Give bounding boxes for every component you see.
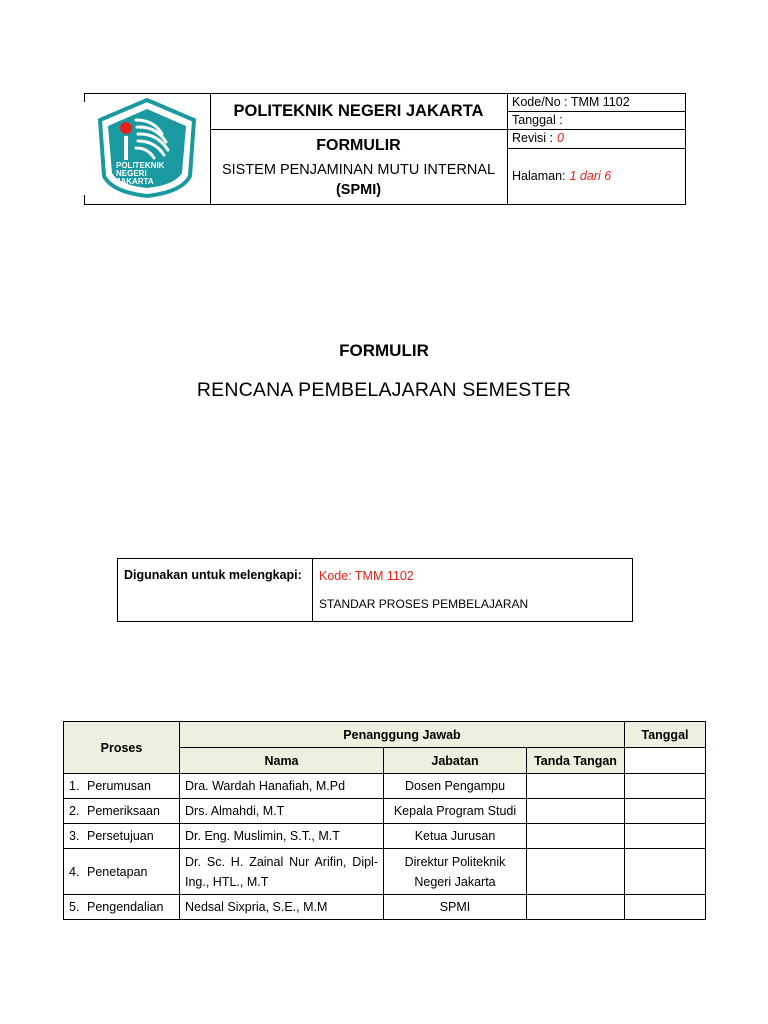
revision-row	[507, 130, 685, 149]
system-name-line2: (SPMI)	[335, 182, 382, 198]
table-row	[64, 774, 706, 799]
document-date-label: Tanggal :	[507, 112, 685, 130]
document-header	[84, 93, 686, 205]
header-proses: Proses	[64, 722, 180, 774]
nama-cell: Dr. Eng. Muslimin, S.T., M.T	[180, 824, 384, 849]
proses-name: Pemeriksaan	[87, 804, 160, 818]
jabatan-cell: Kepala Program Studi	[384, 799, 527, 824]
proses-name: Pengendalian	[87, 900, 164, 914]
system-name-line1: SISTEM PENJAMINAN MUTU INTERNAL	[221, 162, 496, 178]
row-number: 5.	[69, 900, 80, 914]
usage-box	[117, 558, 633, 622]
proses-name: Perumusan	[87, 779, 151, 793]
proses-name: Persetujuan	[87, 829, 154, 843]
nama-cell: Dr. Sc. H. Zainal Nur Arifin, Dipl-Ing., HTL., M.T	[180, 849, 384, 895]
signature-cell[interactable]	[527, 895, 625, 920]
nama-cell: Dra. Wardah Hanafiah, M.Pd	[180, 774, 384, 799]
proses-cell	[64, 799, 180, 824]
table-row	[64, 849, 706, 895]
logo-cell	[84, 94, 211, 204]
document-type: FORMULIR	[339, 341, 429, 360]
proses-cell	[64, 774, 180, 799]
page-label: Halaman:	[512, 169, 566, 183]
row-number: 4.	[69, 864, 80, 879]
signature-cell[interactable]	[527, 799, 625, 824]
row-number: 1.	[69, 779, 80, 793]
table-row	[64, 799, 706, 824]
nama-cell: Drs. Almahdi, M.T	[180, 799, 384, 824]
logo-text-line3: JAKARTA	[116, 177, 154, 186]
pnj-logo	[94, 98, 200, 198]
logo-text-line2: NEGERI	[116, 169, 147, 178]
revision-label: Revisi :	[512, 131, 553, 145]
nama-cell: Nedsal Sixpria, S.E., M.M	[180, 895, 384, 920]
header-nama: Nama	[180, 748, 384, 774]
jabatan-cell: Dosen Pengampu	[384, 774, 527, 799]
jabatan-cell: SPMI	[384, 895, 527, 920]
header-tanggal: Tanggal	[625, 722, 706, 748]
institution-name: POLITEKNIK NEGERI JAKARTA	[210, 94, 507, 130]
date-cell[interactable]	[625, 824, 706, 849]
header-form-label: FORMULIR	[316, 137, 401, 154]
proses-cell	[64, 849, 180, 895]
date-cell[interactable]	[625, 774, 706, 799]
responsibility-table	[63, 721, 706, 920]
usage-label: Digunakan untuk melengkapi:	[118, 559, 313, 621]
logo-text-line1: POLITEKNIK	[116, 161, 165, 170]
signature-cell[interactable]	[527, 774, 625, 799]
signature-cell[interactable]	[527, 849, 625, 895]
document-title: RENCANA PEMBELAJARAN SEMESTER	[196, 379, 572, 401]
jabatan-cell: Direktur Politeknik Negeri Jakarta	[384, 849, 527, 895]
header-center-cell	[210, 94, 508, 204]
header-meta-cell	[507, 94, 685, 204]
table-row	[64, 824, 706, 849]
page-value: 1 dari 6	[569, 169, 612, 183]
signature-cell[interactable]	[527, 824, 625, 849]
revision-value: 0	[556, 131, 564, 145]
header-penanggung-jawab: Penanggung Jawab	[180, 722, 625, 748]
proses-name: Penetapan	[87, 864, 148, 879]
table-row	[64, 895, 706, 920]
usage-standard: STANDAR PROSES PEMBELAJARAN	[319, 597, 529, 611]
header-jabatan: Jabatan	[384, 748, 527, 774]
row-number: 3.	[69, 829, 80, 843]
tanggal-subheader-empty	[625, 748, 706, 774]
usage-code: Kode: TMM 1102	[319, 569, 414, 583]
page-row	[507, 149, 685, 204]
proses-cell	[64, 895, 180, 920]
header-tanda-tangan: Tanda Tangan	[527, 748, 625, 774]
date-cell[interactable]	[625, 849, 706, 895]
jabatan-cell: Ketua Jurusan	[384, 824, 527, 849]
date-cell[interactable]	[625, 895, 706, 920]
date-cell[interactable]	[625, 799, 706, 824]
row-number: 2.	[69, 804, 80, 818]
table-header-row	[64, 722, 706, 748]
document-code: Kode/No : TMM 1102	[507, 94, 685, 112]
proses-cell	[64, 824, 180, 849]
